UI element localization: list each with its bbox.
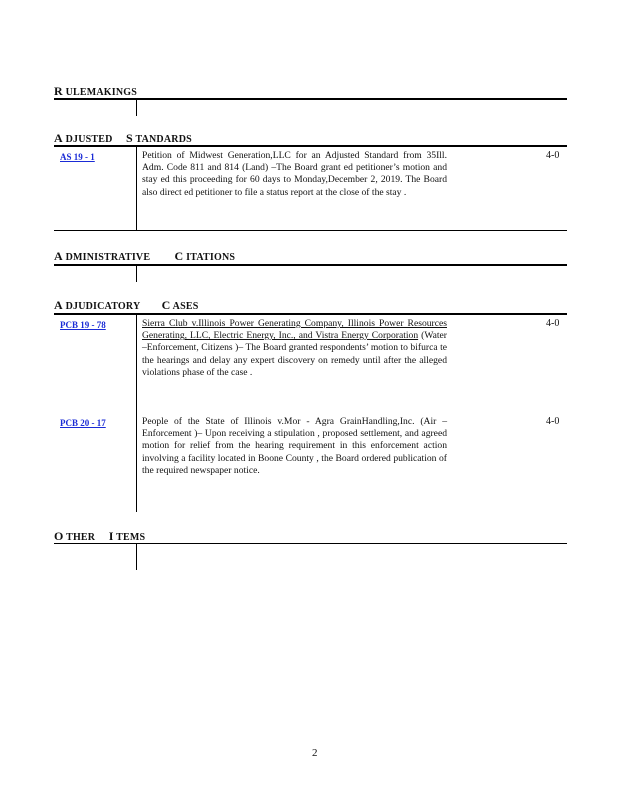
- row-separator: [54, 230, 567, 231]
- section-heading-rulemakings: R ULEMAKINGS: [54, 84, 138, 98]
- section-rule: [54, 264, 567, 266]
- section-rule: [54, 98, 567, 100]
- column-divider: [136, 100, 137, 116]
- column-divider: [136, 266, 137, 282]
- case-description: People of the State of Illinois v.Mor - Agra GrainHandling,Inc. (Air – Enforcement )– Upon receiving a stipulation , proposed settlement, and agreed motion for relief from the hearing requirement in this enforcement action involving a facility located in Boone County , the Board ordered publication of the required newspaper notice.: [142, 416, 447, 476]
- vote-count: 4-0: [546, 150, 560, 161]
- vote-count: 4-0: [546, 416, 560, 427]
- section-rule: [54, 145, 567, 147]
- section-rule: [54, 313, 567, 315]
- column-divider: [136, 315, 137, 512]
- case-number-link[interactable]: PCB 20 - 17: [60, 418, 106, 428]
- section-heading-adjudicatory-cases: A DJUDICATORY C ASES: [54, 298, 199, 312]
- column-divider: [136, 147, 137, 230]
- section-rule: [54, 543, 567, 544]
- column-divider: [136, 544, 137, 570]
- case-summary: (Water –Enforcement, Citizens )– The Board granted respondents’ motion to bifurca te the hearings and delay any expert discovery on remedy until after the alleged violations phase of the case .: [142, 330, 447, 378]
- case-title: Sierra Club v.Illinois Power Generating Company, Illinois Power Resources Generating, LLC, Electric Energy, Inc., and Vistra Energy Corporation: [142, 318, 447, 342]
- case-number-link[interactable]: AS 19 - 1: [60, 152, 95, 162]
- case-description: [142, 318, 447, 379]
- case-number-link[interactable]: PCB 19 - 78: [60, 320, 106, 330]
- section-heading-adjusted-standards: A DJUSTED S TANDARDS: [54, 131, 192, 145]
- page-number: 2: [312, 747, 318, 759]
- section-heading-other-items: O THER I TEMS: [54, 529, 146, 543]
- vote-count: 4-0: [546, 318, 560, 329]
- case-description: Petition of Midwest Generation,LLC for an Adjusted Standard from 35Ill. Adm. Code 811 and 814 (Land) –The Board grant ed petitioner’s motion and stay ed this proceeding for 60 days to Monday,December 2, 2019. The Board also direct ed petitioner to file a status report at the close of the stay .: [142, 150, 447, 198]
- section-heading-administrative-citations: A DMINISTRATIVE C ITATIONS: [54, 249, 236, 263]
